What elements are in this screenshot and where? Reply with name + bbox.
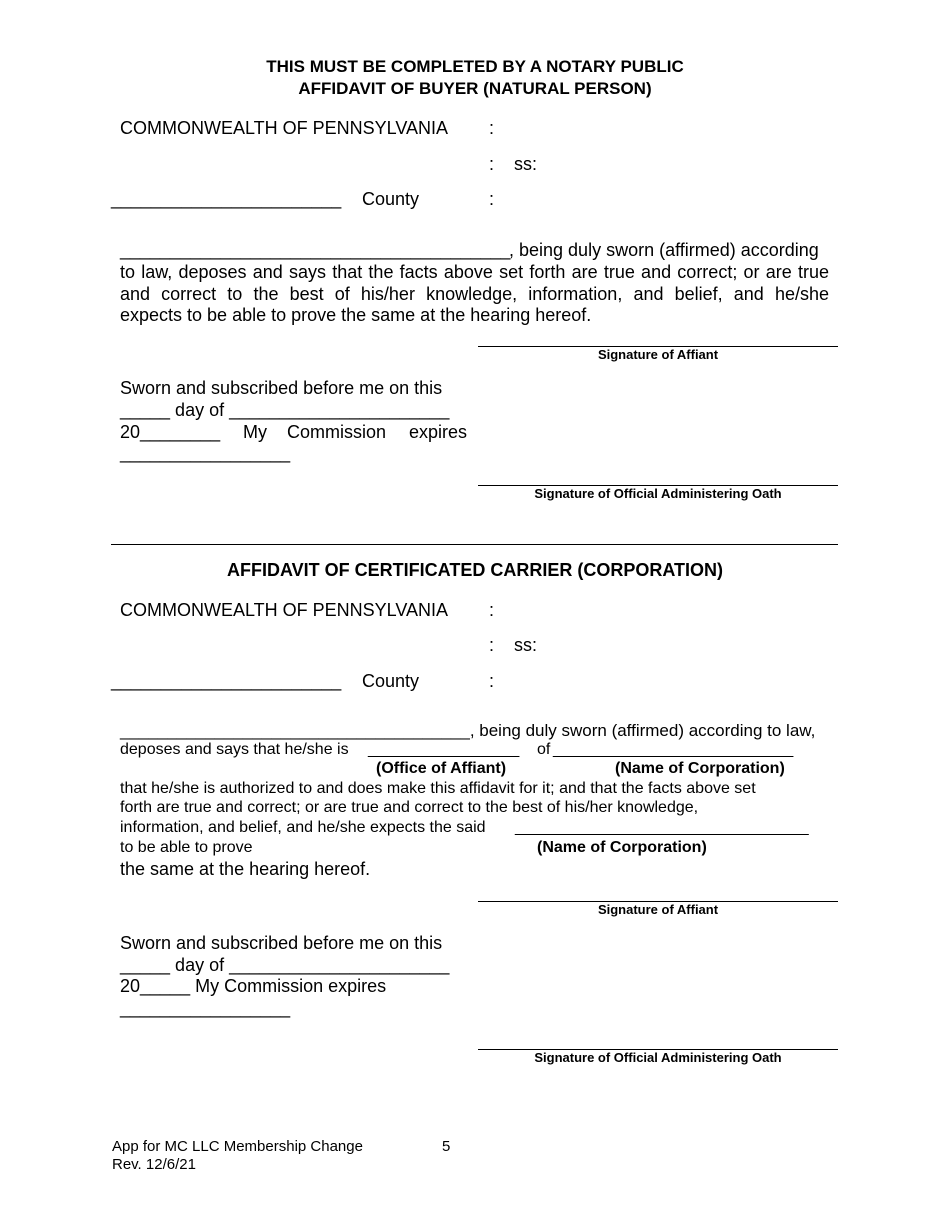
- footer-doc-title: App for MC LLC Membership Change: [112, 1138, 363, 1155]
- commonwealth-label: COMMONWEALTH OF PENNSYLVANIA: [120, 600, 449, 620]
- page-number: 5: [442, 1138, 451, 1155]
- signature-caption: Signature of Official Administering Oath: [534, 1050, 782, 1065]
- affidavit-text: deposes and says that he/she is: [120, 741, 349, 758]
- county-input-blank[interactable]: _______________________: [111, 189, 342, 209]
- colon-separator: :: [489, 154, 495, 174]
- colon-separator: :: [489, 118, 495, 138]
- county-label: County: [362, 189, 420, 209]
- section-title-corporation: AFFIDAVIT OF CERTIFICATED CARRIER (CORPORATION): [227, 560, 723, 580]
- affidavit-text: of: [537, 741, 551, 758]
- colon-separator: :: [489, 600, 495, 620]
- colon-separator: :: [489, 189, 495, 209]
- colon-separator: :: [489, 671, 495, 691]
- form-instruction: THIS MUST BE COMPLETED BY A NOTARY PUBLIC: [266, 57, 684, 76]
- signature-caption: Signature of Affiant: [597, 347, 719, 362]
- sworn-text: Commission: [287, 422, 387, 442]
- affidavit-text: to law, deposes and says that the facts above set forth are true and correct; or are true: [120, 262, 829, 282]
- sworn-date-blank[interactable]: _____ day of ______________________: [120, 955, 450, 975]
- county-label: County: [362, 671, 420, 691]
- sworn-year-blank[interactable]: 20________: [120, 422, 221, 442]
- sworn-text: Sworn and subscribed before me on this: [120, 378, 443, 398]
- sworn-text: Sworn and subscribed before me on this: [120, 933, 443, 953]
- ss-label: ss:: [514, 635, 538, 655]
- affiant-name-blank[interactable]: _______________________________________: [120, 240, 511, 260]
- signature-caption: Signature of Affiant: [597, 902, 719, 917]
- signature-caption: Signature of Official Administering Oath: [534, 486, 782, 501]
- corporation-name-blank[interactable]: _________________________________: [515, 819, 809, 836]
- affidavit-text: and correct to the best of his/her knowledge, information, and belief, and he/she: [120, 284, 829, 304]
- affidavit-text: , being duly sworn (affirmed) according: [509, 240, 819, 260]
- affidavit-text: expects to be able to prove the same at the hearing hereof.: [120, 305, 592, 325]
- field-label-office: (Office of Affiant): [376, 760, 507, 777]
- section-title-buyer: AFFIDAVIT OF BUYER (NATURAL PERSON): [298, 79, 652, 98]
- sworn-year-blank[interactable]: 20_____ My Commission expires: [120, 976, 387, 996]
- affidavit-text: to be able to prove: [120, 839, 253, 856]
- county-input-blank[interactable]: _______________________: [111, 671, 342, 691]
- affidavit-text: the same at the hearing hereof.: [120, 859, 371, 879]
- field-label-corporation: (Name of Corporation): [615, 760, 785, 777]
- affidavit-text: that he/she is authorized to and does make this affidavit for it; and that the facts above set: [120, 780, 756, 797]
- ss-label: ss:: [514, 154, 538, 174]
- footer-revision: Rev. 12/6/21: [112, 1156, 196, 1173]
- colon-separator: :: [489, 635, 495, 655]
- affidavit-text: _____________________________________, being duly sworn (affirmed) according to law,: [120, 721, 816, 740]
- corporation-name-blank[interactable]: ___________________________: [553, 741, 794, 758]
- field-label-corporation: (Name of Corporation): [537, 839, 707, 856]
- commonwealth-label: COMMONWEALTH OF PENNSYLVANIA: [120, 118, 449, 138]
- commission-expiry-blank[interactable]: _________________: [120, 443, 291, 463]
- commission-expiry-blank[interactable]: _________________: [120, 998, 291, 1018]
- sworn-date-blank[interactable]: _____ day of ______________________: [120, 400, 450, 420]
- office-of-affiant-blank[interactable]: _________________: [368, 741, 520, 758]
- section-divider: [111, 544, 838, 545]
- affidavit-text: forth are true and correct; or are true and correct to the best of his/her knowledge,: [120, 799, 699, 816]
- affidavit-text: information, and belief, and he/she expects the said: [120, 819, 486, 836]
- sworn-text: My: [243, 422, 267, 442]
- sworn-text: expires: [409, 422, 468, 442]
